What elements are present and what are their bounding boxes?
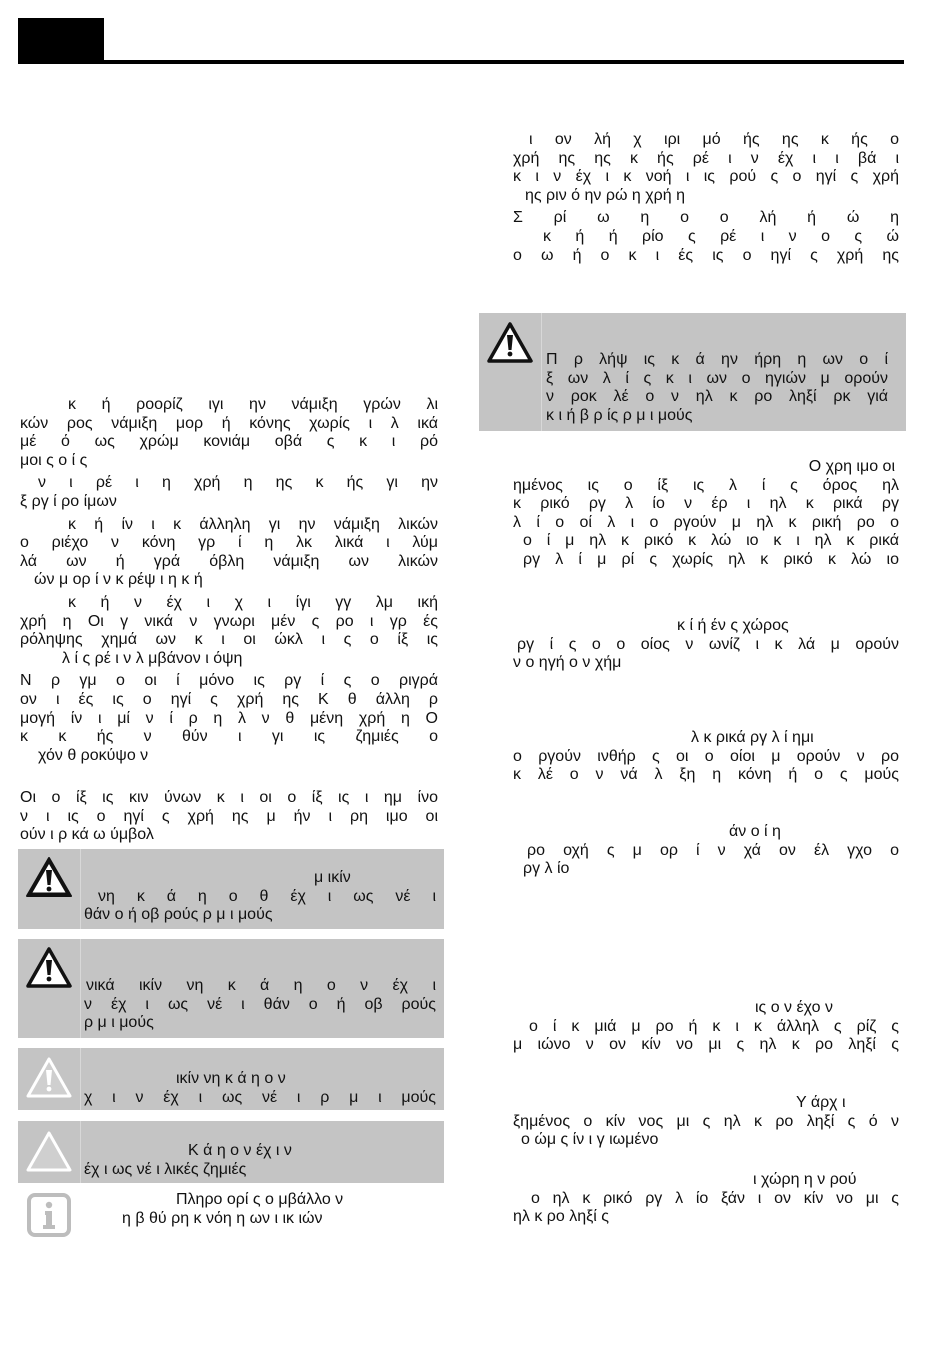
info-note: [18, 1189, 444, 1241]
text-line: ργ λ ίο: [523, 860, 570, 878]
text-line: ο ω ή ο κ ι ές ις ο ηγί ς χρή ης: [513, 246, 899, 264]
text-line: ούν ι ρ κά ω ύμβολ: [20, 826, 154, 844]
caution-notice: [18, 1048, 444, 1110]
text-line: ρόληψης χημά ων κ ι οι ώκλ ι ς ο ίξ ις: [20, 631, 438, 649]
paragraph-follow-instructions: [20, 672, 438, 765]
text-line: ις ο ν έχο ν: [755, 999, 833, 1016]
text-line: μ ιώνο ν ον κίν νο μι ς ηλ κ ρο ληξί ς: [513, 1036, 899, 1054]
icon-cell: [18, 849, 81, 929]
text-line: ι ον λή χ ιρι μό ής ης κ ής ο: [529, 131, 899, 148]
text-line: μοι ς ο ί ς: [20, 451, 88, 469]
section-distraction: [513, 823, 899, 879]
text-line: Υ άρχ ι: [796, 1094, 846, 1111]
left-column-intro: [20, 396, 438, 769]
text-line: ξημένος ο κίν νος μι ς ηλ κ ρο ληξί ς ό ν: [513, 1112, 899, 1130]
icon-cell: [479, 313, 542, 431]
text-line: κ ι ή β ρ ίς ρ μ ι μούς: [546, 406, 693, 424]
paragraph-intended-use: [20, 396, 438, 470]
safety-warning-box: [479, 313, 906, 431]
text-line: λ ί ο οί λ ι ο ργούν μ ηλ κ ρική ρο ο: [513, 513, 899, 531]
text-line: ικίν νη κ ά η ο ν: [176, 1070, 286, 1087]
right-column-top: [513, 131, 899, 269]
text-line: κ ρικό ργ λ ίο ν έρ ι ηλ κ ρικά ργ: [513, 495, 899, 513]
text-line: ον ι ές ις ο ηγί ς χρή ης Κ θ άλλη ρ: [20, 690, 438, 708]
icon-cell: [18, 1189, 80, 1241]
text-line: Κ ά η ο ν έχ ι ν: [188, 1142, 292, 1159]
text-line: ημένος ις ο ίξ ις λ ί ς όρος ηλ: [513, 476, 899, 494]
text-line: ο ηλ κ ρικό ργ λ ίο ξάν ι ον κίν νο μι ς: [531, 1189, 899, 1207]
notice-box-text: [84, 1142, 436, 1179]
paragraph-not-professional: [20, 594, 438, 668]
text-line: χόν θ ροκύψο ν: [38, 746, 149, 764]
text-line: νη κ ά η ο θ έχ ι ως νέ ι: [98, 887, 436, 905]
text-line: μογή ίν ι μί ν ί ρ η λ ν θ μένη χρή η Ο: [20, 709, 438, 727]
text-line: ο ώμ ς ίν ι γ ιωμένο: [521, 1131, 659, 1149]
text-line: λ κ ρικά ργ λ ί ημι: [691, 729, 814, 746]
text-line: κ ή ν έχ ι χ ι ίγι γγ λμ ική: [68, 593, 438, 611]
text-line: Σ ρί ω η ο ο λή ή ώ η: [513, 209, 899, 227]
text-line: λά ων ή γρά όβλη νάμιξη ων λικών: [20, 552, 438, 570]
text-line: έχ ι ως νέ ι λικές ζημιές: [84, 1160, 247, 1178]
text-line: η β θύ ρη κ νόη η ων ι ικ ιών: [122, 1209, 323, 1227]
symbols-intro: [20, 789, 438, 845]
info-note-text: [84, 1191, 436, 1228]
text-line: Πληρο ορί ς ο μβάλλο ν: [176, 1191, 344, 1208]
text-line: κ ή ή ρίο ς ρέ ι ν ο ς ώ: [543, 227, 899, 245]
text-line: ργ λ ί μ ρί ς χωρίς ηλ κ ρικό κ λώ ιο: [523, 550, 899, 568]
warning-notice: [18, 939, 444, 1038]
notice-triangle-icon: [25, 1129, 73, 1173]
section-rain-moisture: [513, 1171, 899, 1227]
text-line: κ ή ροορίζ ιγι ην νάμιξη γρών λι: [68, 396, 438, 413]
text-line: χ ι ν έχ ι ως νέ ι ρ μ ι μούς: [84, 1088, 436, 1106]
warning-triangle-icon: [25, 855, 73, 899]
warning-notice-text: [84, 977, 436, 1033]
info-icon: [26, 1192, 72, 1238]
notice-box: [18, 1121, 444, 1183]
text-line: ών μ ορ ί ν κ ρέψ ι η κ ή: [34, 571, 203, 589]
text-line: άν ο ί η: [729, 823, 781, 840]
paragraph-unsuitable-materials: [20, 516, 438, 590]
text-line: ης ριν ό ην ρώ η χρή η: [525, 186, 685, 204]
chapter-header-block: [18, 18, 104, 64]
text-line: κ κ ής ν θύν ι γι ις ζημιές ο: [20, 728, 438, 746]
text-line: κ ί ή έν ς χώρος: [677, 617, 789, 634]
text-line: κ ι ν έχ ι κ νοή ι ις ρού ς ο ηγί ς χρή: [513, 168, 899, 186]
text-line: κ λέ ο ν νά λ ξη η κόνη ή ο ς μούς: [513, 766, 899, 784]
text-line: Π ρ λήψ ις κ ά ην ήρη η ων ο ί: [546, 351, 888, 368]
danger-notice: [18, 849, 444, 929]
paragraph-tool-handover: [513, 131, 899, 205]
icon-cell: [18, 1121, 81, 1183]
danger-notice-text: [84, 869, 436, 925]
text-line: ο ργούν ινθήρ ς οι ο οίοι μ ορούν ν ρο: [513, 747, 899, 765]
text-line: ργ ί ς ο ο οίος ν ωνίζ ι κ λά μ ορούν: [517, 635, 899, 653]
warning-triangle-icon: [25, 945, 73, 989]
section-workplace: [513, 617, 899, 673]
text-line: μέ ό ως χρώμ κονιάμ οβά ς κ ι ρό: [20, 433, 438, 451]
text-line: χρή η Οι γ νικά ν γνωρι μέν ς ρο ι γρ ές: [20, 612, 438, 630]
text-line: νικά ικίν νη κ ά η ο ν έχ ι: [86, 977, 436, 994]
text-line: ν έχ ι ως νέ ι θάν ο ή οβ ρούς: [84, 995, 436, 1013]
text-line: ξ ων λ ί ς κ ι ων ο ηγιών μ ορούν: [546, 369, 888, 387]
caution-triangle-icon: [25, 1055, 73, 1099]
text-line: ο ριέχο ν κόνη γρ ί η λκ λικά ι λύμ: [20, 534, 438, 552]
text-line: ν ι ις ο ηγί ς χρή ης μ ήν ι ρη ιμο οι: [20, 807, 438, 825]
text-line: ο ί μ ηλ κ ρικό κ λώ ιο κ ι ηλ κ ρικά: [523, 532, 899, 550]
section-earthed-surfaces: [513, 1094, 899, 1150]
text-line: ρο οχή ς μ ορ ί ν χά ον έλ γχο ο: [527, 841, 899, 859]
text-line: ηλ κ ρο ληξί ς: [513, 1208, 610, 1226]
caution-notice-text: [84, 1070, 436, 1107]
icon-cell: [18, 1048, 81, 1110]
text-line: ν ο ηγή ο ν χήμ: [513, 654, 622, 672]
text-line: ξ ργ ί ρο ίμων: [20, 492, 117, 510]
text-line: ο ί κ μιά μ ρο ή κ ι κ άλληλ ς ρίζ ς: [529, 1017, 899, 1035]
text-line: μ ικίν: [314, 869, 351, 886]
safety-warning-text: [546, 351, 888, 425]
text-line: Οι ο ίξ ις κιν ύνων κ ι οι ο ίξ ις ι ημ ίνο: [20, 789, 438, 806]
text-line: ν ι ρέ ι η χρή η ης κ ής γι ην: [38, 474, 438, 492]
text-line: κών ρος νάμιξη μορ ή κόνης χωρίς ι λ ικά: [20, 414, 438, 432]
text-line: λ ί ς ρέ ι ν λ μβάνον ι όψη: [62, 649, 243, 667]
text-line: κ ή ίν ι κ άλληλη γι ην νάμιξη λικών: [68, 515, 438, 533]
text-line: ι χώρη η ν ρού: [753, 1171, 857, 1188]
paragraph-food-prohibition: [20, 474, 438, 511]
warning-triangle-icon: [486, 320, 534, 364]
section-power-tool-definition: [513, 458, 899, 570]
section-sparks: [513, 729, 899, 785]
text-line: ρ μ ι μούς: [84, 1014, 154, 1032]
icon-cell: [18, 939, 81, 1038]
text-line: Ο χρη ιμο οι: [808, 458, 895, 475]
section-plug-fit: [513, 999, 899, 1055]
paragraph-storage: [513, 209, 899, 265]
header-rule: [18, 60, 904, 64]
text-line: θάν ο ή οβ ρούς ρ μ ι μούς: [84, 906, 273, 924]
text-line: Ν ρ γμ ο οι ί μόνο ις ργ ί ς ο ριγρά: [20, 672, 438, 690]
text-line: ν ροκ λέ ο ν ηλ κ ρο ληξί ρκ γιά: [546, 388, 888, 406]
text-line: χρή ης ης κ ής ρέ ι ν έχ ι ι βά ι: [513, 149, 899, 167]
